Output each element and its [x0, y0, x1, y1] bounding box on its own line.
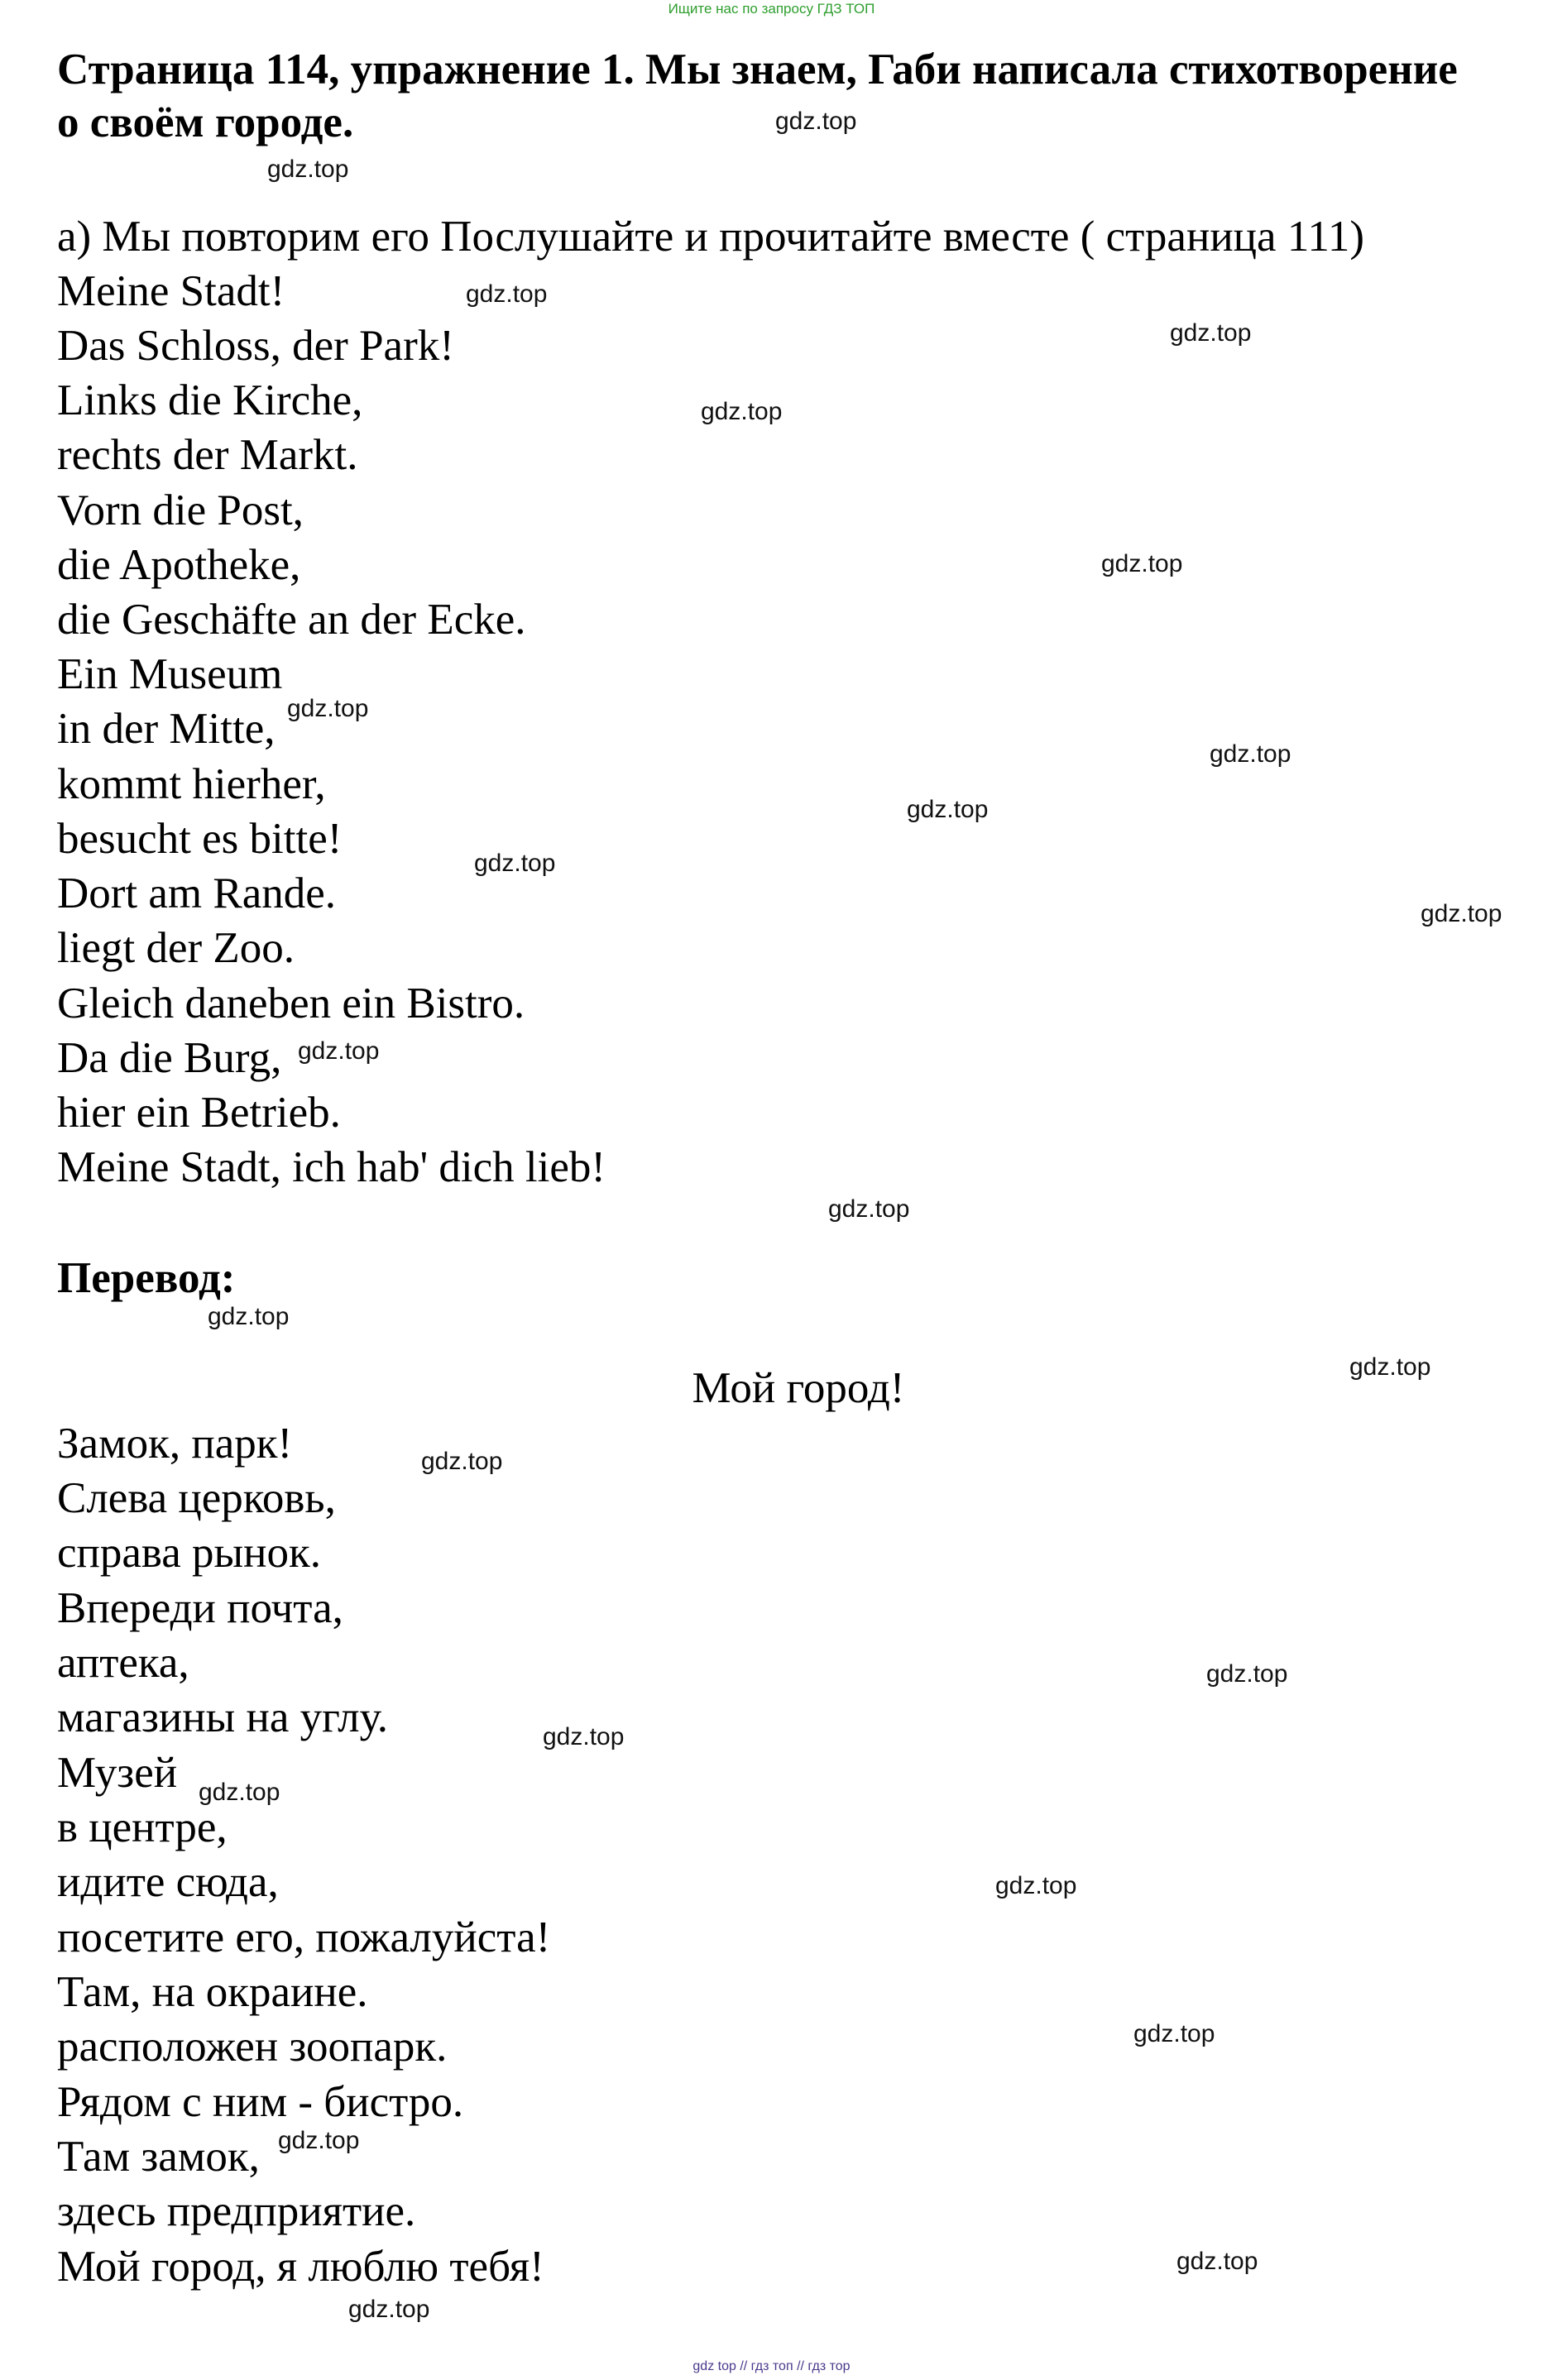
- poem-de-line: Meine Stadt, ich hab' dich lieb!: [57, 1143, 606, 1191]
- poem-de-line: rechts der Markt.: [57, 431, 358, 479]
- translation-title: Мой город!: [692, 1364, 905, 1412]
- search-banner: Ищите нас по запросу ГДЗ ТОП: [668, 1, 875, 17]
- watermark: gdz.top: [1133, 2020, 1215, 2047]
- watermark: gdz.top: [775, 108, 857, 135]
- watermark: gdz.top: [199, 1779, 280, 1806]
- watermark: gdz.top: [828, 1195, 910, 1223]
- page-title: Страница 114, упражнение 1. Мы знаем, Габи написала стихотворение о своём городе.: [57, 45, 1458, 146]
- watermark: gdz.top: [1101, 550, 1183, 577]
- watermark: gdz.top: [1206, 1660, 1288, 1688]
- watermark: gdz.top: [287, 695, 369, 722]
- watermark: gdz.top: [208, 1303, 290, 1330]
- poem-ru-line: магазины на углу.: [57, 1693, 389, 1741]
- watermark: gdz.top: [1349, 1353, 1431, 1381]
- poem-de-line: die Geschäfte an der Ecke.: [57, 596, 526, 644]
- footer-links: gdz top // гдз топ // гдз тор: [692, 2359, 851, 2373]
- poem-ru-line: справа рынок.: [57, 1529, 321, 1577]
- watermark: gdz.top: [466, 280, 548, 308]
- poem-de-line: Gleich daneben ein Bistro.: [57, 979, 525, 1027]
- poem-ru-line: Там, на окраине.: [57, 1968, 368, 2016]
- poem-de-line: kommt hierher,: [57, 760, 326, 808]
- watermark: gdz.top: [1176, 2248, 1258, 2275]
- poem-de-line: besucht es bitte!: [57, 815, 343, 863]
- poem-de-line: liegt der Zoo.: [57, 924, 295, 972]
- watermark: gdz.top: [474, 850, 556, 877]
- watermark: gdz.top: [1421, 900, 1502, 927]
- poem-de-line: Meine Stadt!: [57, 267, 285, 315]
- watermark: gdz.top: [995, 1872, 1077, 1899]
- poem-ru-line: Музей: [57, 1749, 178, 1797]
- watermark: gdz.top: [907, 796, 989, 823]
- poem-ru-line: Замок, парк!: [57, 1420, 293, 1468]
- poem-de-line: Dort am Rande.: [57, 869, 337, 917]
- poem-de-line: Links die Kirche,: [57, 376, 363, 424]
- watermark: gdz.top: [1210, 740, 1291, 768]
- watermark: gdz.top: [701, 398, 783, 425]
- watermark: gdz.top: [267, 156, 349, 183]
- watermark: gdz.top: [348, 2296, 430, 2323]
- poem-de-line: Vorn die Post,: [57, 486, 304, 534]
- watermark: gdz.top: [278, 2127, 360, 2154]
- translation-heading: Перевод:: [57, 1254, 236, 1302]
- poem-de-line: Da die Burg,: [57, 1034, 282, 1082]
- poem-ru-line: в центре,: [57, 1803, 228, 1851]
- poem-ru-line: Рядом с ним - бистро.: [57, 2078, 464, 2126]
- poem-de-line: Das Schloss, der Park!: [57, 322, 454, 370]
- poem-ru-line: идите сюда,: [57, 1858, 279, 1906]
- poem-ru-line: аптека,: [57, 1639, 189, 1687]
- poem-de-line: in der Mitte,: [57, 705, 276, 753]
- poem-ru-line: Мой город, я люблю тебя!: [57, 2243, 544, 2291]
- poem-ru-line: расположен зоопарк.: [57, 2023, 448, 2071]
- poem-ru-line: Впереди почта,: [57, 1584, 343, 1632]
- poem-ru-line: Там замок,: [57, 2133, 260, 2181]
- watermark: gdz.top: [421, 1448, 503, 1475]
- poem-ru-line: здесь предприятие.: [57, 2187, 416, 2235]
- poem-ru-line: Слева церковь,: [57, 1474, 336, 1522]
- instruction-text: а) Мы повторим его Послушайте и прочитайте вместе ( страница 111): [57, 213, 1365, 261]
- poem-de-line: die Apotheke,: [57, 541, 301, 589]
- watermark: gdz.top: [543, 1723, 625, 1750]
- watermark: gdz.top: [298, 1037, 380, 1065]
- poem-ru-line: посетите его, пожалуйста!: [57, 1913, 551, 1961]
- poem-de-line: hier ein Betrieb.: [57, 1089, 341, 1137]
- watermark: gdz.top: [1170, 319, 1252, 347]
- poem-de-line: Ein Museum: [57, 650, 283, 698]
